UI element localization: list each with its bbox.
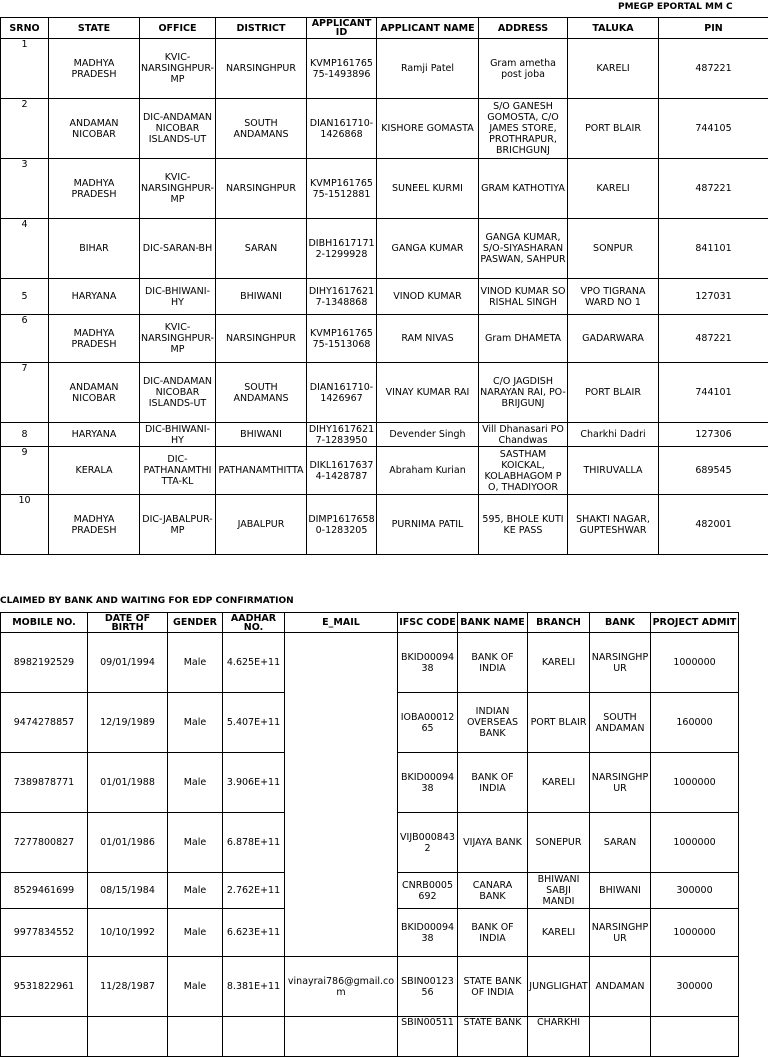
table-cell: KVIC-NARSINGHPUR-MP — [140, 39, 216, 99]
table-cell: 482001 — [659, 495, 768, 555]
table-cell: 01/01/1986 — [88, 813, 168, 873]
table-cell: 9531822961 — [1, 957, 88, 1017]
table-cell: 6 — [1, 315, 49, 363]
table-cell: Ramji Patel — [377, 39, 479, 99]
table-cell: DIC-JABALPUR-MP — [140, 495, 216, 555]
page-header: PMEGP EPORTAL MM C — [618, 1, 768, 13]
table-cell: PORT BLAIR — [528, 693, 590, 753]
table-cell: KVMP16176575-1493896 — [307, 39, 377, 99]
table-cell: 8529461699 — [1, 873, 88, 909]
table-cell: RAM NIVAS — [377, 315, 479, 363]
table-cell: SARAN — [590, 813, 651, 873]
table-cell: 8.381E+11 — [223, 957, 285, 1017]
column-header: DATE OF BIRTH — [88, 613, 168, 633]
table-cell: STATE BANK — [458, 1017, 528, 1057]
table-cell: 10 — [1, 495, 49, 555]
table-cell: DIHY16176217-1348868 — [307, 279, 377, 315]
table-cell: CHARKHI — [528, 1017, 590, 1057]
table-cell: 8982192529 — [1, 633, 88, 693]
table-cell: GRAM KATHOTIYA — [479, 159, 568, 219]
table-cell: 6.623E+11 — [223, 909, 285, 957]
table-cell: MADHYA PRADESH — [49, 39, 140, 99]
table-row — [1, 495, 768, 555]
table-cell: 160000 — [651, 693, 739, 753]
column-header: MOBILE NO. — [1, 613, 88, 633]
table-cell: 2 — [1, 99, 49, 159]
table-cell: SBIN00511 — [398, 1017, 458, 1057]
table-cell: 1000000 — [651, 633, 739, 693]
table-cell — [590, 1017, 651, 1057]
table-cell: VINAY KUMAR RAI — [377, 363, 479, 423]
table-cell: Male — [168, 813, 223, 873]
email-cell: vinayrai786@gmail.com — [285, 957, 398, 1017]
table-cell: SUNEEL KURMI — [377, 159, 479, 219]
column-header: BRANCH — [528, 613, 590, 633]
email-cell — [285, 633, 398, 957]
table-cell: PATHANAMTHITTA — [216, 447, 307, 495]
table-cell: 487221 — [659, 315, 768, 363]
table-cell: 595, BHOLE KUTI KE PASS — [479, 495, 568, 555]
column-header: APPLICANT ID — [307, 18, 377, 39]
table-cell: 7 — [1, 363, 49, 423]
column-header: AADHAR NO. — [223, 613, 285, 633]
table-row — [1, 279, 768, 315]
table-cell: SOUTH ANDAMAN — [590, 693, 651, 753]
table-cell: BHIWANI — [216, 279, 307, 315]
table-cell: Male — [168, 753, 223, 813]
table-cell: VIJAYA BANK — [458, 813, 528, 873]
table-cell: DIC-SARAN-BH — [140, 219, 216, 279]
table-cell: 8 — [1, 423, 49, 447]
table-row — [1, 159, 768, 219]
table-cell: DIC-ANDAMAN NICOBAR ISLANDS-UT — [140, 363, 216, 423]
table-cell: 841101 — [659, 219, 768, 279]
table-cell: 4.625E+11 — [223, 633, 285, 693]
table-cell: BANK OF INDIA — [458, 633, 528, 693]
table-cell: DIC-BHIWANI-HY — [140, 279, 216, 315]
table-cell: 300000 — [651, 873, 739, 909]
table-cell: NARSINGHPUR — [216, 159, 307, 219]
table-cell: Male — [168, 909, 223, 957]
table-cell: Gram DHAMETA — [479, 315, 568, 363]
table-cell: KARELI — [568, 39, 659, 99]
table-cell: BANK OF INDIA — [458, 753, 528, 813]
table-cell: 11/28/1987 — [88, 957, 168, 1017]
table-cell: 689545 — [659, 447, 768, 495]
table-cell: VINOD KUMAR — [377, 279, 479, 315]
column-header: SRNO — [1, 18, 49, 39]
table-cell: Male — [168, 633, 223, 693]
table-cell: 3.906E+11 — [223, 753, 285, 813]
table-cell: MADHYA PRADESH — [49, 159, 140, 219]
table-cell: SARAN — [216, 219, 307, 279]
table-cell: 744105 — [659, 99, 768, 159]
table-cell: 7277800827 — [1, 813, 88, 873]
table-cell: CANARA BANK — [458, 873, 528, 909]
table-cell: 300000 — [651, 957, 739, 1017]
table-cell: IOBA0001265 — [398, 693, 458, 753]
column-header: DISTRICT — [216, 18, 307, 39]
table-cell — [88, 1017, 168, 1057]
table-cell: BHIWANI — [216, 423, 307, 447]
table-row — [1, 363, 768, 423]
table-cell: DIC-PATHANAMTHITTA-KL — [140, 447, 216, 495]
table-cell: DIAN161710-1426868 — [307, 99, 377, 159]
column-header: E_MAIL — [285, 613, 398, 633]
table-cell: 5 — [1, 279, 49, 315]
table-cell: PURNIMA PATIL — [377, 495, 479, 555]
table-cell: 744101 — [659, 363, 768, 423]
table-cell: ANDAMAN NICOBAR — [49, 363, 140, 423]
table-cell: BIHAR — [49, 219, 140, 279]
table-cell: 6.878E+11 — [223, 813, 285, 873]
table-row — [1, 99, 768, 159]
table-cell: GADARWARA — [568, 315, 659, 363]
table-cell — [168, 1017, 223, 1057]
table-cell: 127306 — [659, 423, 768, 447]
table-cell: PORT BLAIR — [568, 363, 659, 423]
table-cell: Charkhi Dadri — [568, 423, 659, 447]
column-header: IFSC CODE — [398, 613, 458, 633]
table-cell: PORT BLAIR — [568, 99, 659, 159]
table-row — [1, 39, 768, 99]
table-cell: 10/10/1992 — [88, 909, 168, 957]
table-cell: THIRUVALLA — [568, 447, 659, 495]
table-cell: INDIAN OVERSEAS BANK — [458, 693, 528, 753]
table-cell: KVMP16176575-1512881 — [307, 159, 377, 219]
table-row — [1, 957, 739, 1017]
table-cell: KVIC-NARSINGHPUR-MP — [140, 315, 216, 363]
table-cell: S/O GANESH GOMOSTA, C/O JAMES STORE, PROTHRAPUR, BRICHGUNJ — [479, 99, 568, 159]
table-cell: 4 — [1, 219, 49, 279]
table-cell: KERALA — [49, 447, 140, 495]
column-header: TALUKA — [568, 18, 659, 39]
table-cell: 1000000 — [651, 753, 739, 813]
table-cell: 9 — [1, 447, 49, 495]
email-cell — [285, 1017, 398, 1057]
table-cell: Gram ametha post joba — [479, 39, 568, 99]
table-cell: 9977834552 — [1, 909, 88, 957]
table-cell: 9474278857 — [1, 693, 88, 753]
column-header: OFFICE — [140, 18, 216, 39]
table-cell: Male — [168, 873, 223, 909]
table-row — [1, 447, 768, 495]
table-cell: 5.407E+11 — [223, 693, 285, 753]
table-cell: Male — [168, 957, 223, 1017]
table-cell: Vill Dhanasari PO Chandwas — [479, 423, 568, 447]
table-cell: 3 — [1, 159, 49, 219]
table-cell: NARSINGHPUR — [216, 315, 307, 363]
table-cell: BANK OF INDIA — [458, 909, 528, 957]
table-cell — [1, 1017, 88, 1057]
table-cell: DIHY16176217-1283950 — [307, 423, 377, 447]
table-cell — [223, 1017, 285, 1057]
table-row — [1, 219, 768, 279]
column-header: PIN — [659, 18, 768, 39]
table-cell: KVIC-NARSINGHPUR-MP — [140, 159, 216, 219]
table-cell: Devender Singh — [377, 423, 479, 447]
table-cell: 12/19/1989 — [88, 693, 168, 753]
table-cell: GANGA KUMAR, S/O-SIYASHARAN PASWAN, SAHPUR — [479, 219, 568, 279]
table-cell: Abraham Kurian — [377, 447, 479, 495]
table-cell: DIBH16171712-1299928 — [307, 219, 377, 279]
table-cell: DIC-ANDAMAN NICOBAR ISLANDS-UT — [140, 99, 216, 159]
column-header: BANK — [590, 613, 651, 633]
column-header: PROJECT ADMIT — [651, 613, 739, 633]
table-cell: KVMP16176575-1513068 — [307, 315, 377, 363]
table-cell: HARYANA — [49, 423, 140, 447]
table-cell: NARSINGHPUR — [590, 753, 651, 813]
table-cell: BKID0009438 — [398, 753, 458, 813]
table-cell: DIAN161710-1426967 — [307, 363, 377, 423]
table-cell: 1 — [1, 39, 49, 99]
table-cell: KARELI — [528, 909, 590, 957]
table-cell: 1000000 — [651, 909, 739, 957]
table-cell: BKID0009438 — [398, 909, 458, 957]
table-cell: MADHYA PRADESH — [49, 315, 140, 363]
table-cell — [651, 1017, 739, 1057]
table-cell: HARYANA — [49, 279, 140, 315]
table-cell: 2.762E+11 — [223, 873, 285, 909]
table-cell: ANDAMAN — [590, 957, 651, 1017]
table-cell: KARELI — [568, 159, 659, 219]
table-cell: ANDAMAN NICOBAR — [49, 99, 140, 159]
bank-claim-table — [0, 612, 739, 1057]
table-cell: KISHORE GOMASTA — [377, 99, 479, 159]
table-cell: BKID0009438 — [398, 633, 458, 693]
table-cell: SOUTH ANDAMANS — [216, 363, 307, 423]
table-cell: VIJB0008432 — [398, 813, 458, 873]
table-cell: NARSINGHPUR — [590, 633, 651, 693]
section-title: CLAIMED BY BANK AND WAITING FOR EDP CONFIRMATION — [0, 595, 294, 607]
table-cell: STATE BANK OF INDIA — [458, 957, 528, 1017]
column-header: APPLICANT NAME — [377, 18, 479, 39]
table-cell: SBIN0012356 — [398, 957, 458, 1017]
column-header: STATE — [49, 18, 140, 39]
table-row — [1, 423, 768, 447]
table-row — [1, 315, 768, 363]
table-row — [1, 1017, 739, 1057]
table-cell: VPO TIGRANA WARD NO 1 — [568, 279, 659, 315]
table-cell: 08/15/1984 — [88, 873, 168, 909]
table-cell: DIMP16176580-1283205 — [307, 495, 377, 555]
table-cell: DIKL16176374-1428787 — [307, 447, 377, 495]
table-cell: BHIWANI SABJI MANDI — [528, 873, 590, 909]
table-cell: 7389878771 — [1, 753, 88, 813]
table-cell: JABALPUR — [216, 495, 307, 555]
table-cell: JUNGLIGHAT — [528, 957, 590, 1017]
table-cell: 01/01/1988 — [88, 753, 168, 813]
table-cell: SASTHAM KOICKAL, KOLABHAGOM P O, THADIYOOR — [479, 447, 568, 495]
table-cell: 1000000 — [651, 813, 739, 873]
table-cell: NARSINGHPUR — [590, 909, 651, 957]
table-cell: 09/01/1994 — [88, 633, 168, 693]
column-header: BANK NAME — [458, 613, 528, 633]
table-cell: SONPUR — [568, 219, 659, 279]
table-cell: DIC-BHIWANI-HY — [140, 423, 216, 447]
table-cell: CNRB0005692 — [398, 873, 458, 909]
table-cell: 127031 — [659, 279, 768, 315]
table-cell: VINOD KUMAR SO RISHAL SINGH — [479, 279, 568, 315]
table-cell: SOUTH ANDAMANS — [216, 99, 307, 159]
table-cell: Male — [168, 693, 223, 753]
table-cell: MADHYA PRADESH — [49, 495, 140, 555]
column-header: ADDRESS — [479, 18, 568, 39]
table-cell: KARELI — [528, 753, 590, 813]
table-cell: C/O JAGDISH NARAYAN RAI, PO- BRIJGUNJ — [479, 363, 568, 423]
column-header: GENDER — [168, 613, 223, 633]
table-row — [1, 633, 739, 693]
table-cell: SONEPUR — [528, 813, 590, 873]
table-cell: SHAKTI NAGAR, GUPTESHWAR — [568, 495, 659, 555]
table-cell: KARELI — [528, 633, 590, 693]
applicant-table — [0, 17, 768, 555]
table-cell: 487221 — [659, 39, 768, 99]
table-cell: 487221 — [659, 159, 768, 219]
table-cell: NARSINGHPUR — [216, 39, 307, 99]
table-cell: BHIWANI — [590, 873, 651, 909]
table-cell: GANGA KUMAR — [377, 219, 479, 279]
